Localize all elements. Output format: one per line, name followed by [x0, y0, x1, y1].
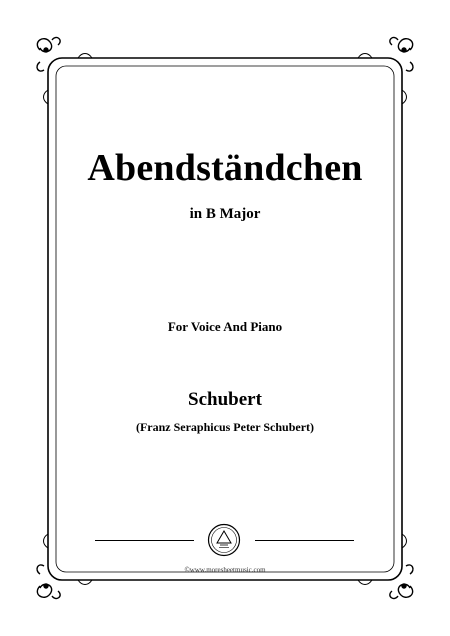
publisher-website: ©www.moresheetmusic.com — [184, 566, 266, 574]
score-key: in B Major — [189, 206, 261, 222]
logo-divider-right — [255, 540, 354, 541]
score-title: Abendständchen — [87, 147, 363, 189]
publisher-logo — [207, 523, 241, 557]
logo-divider-left — [95, 540, 194, 541]
composer-name: Schubert — [188, 389, 262, 410]
composer-full-name: (Franz Seraphicus Peter Schubert) — [135, 420, 315, 434]
score-instrumentation: For Voice And Piano — [167, 319, 283, 334]
